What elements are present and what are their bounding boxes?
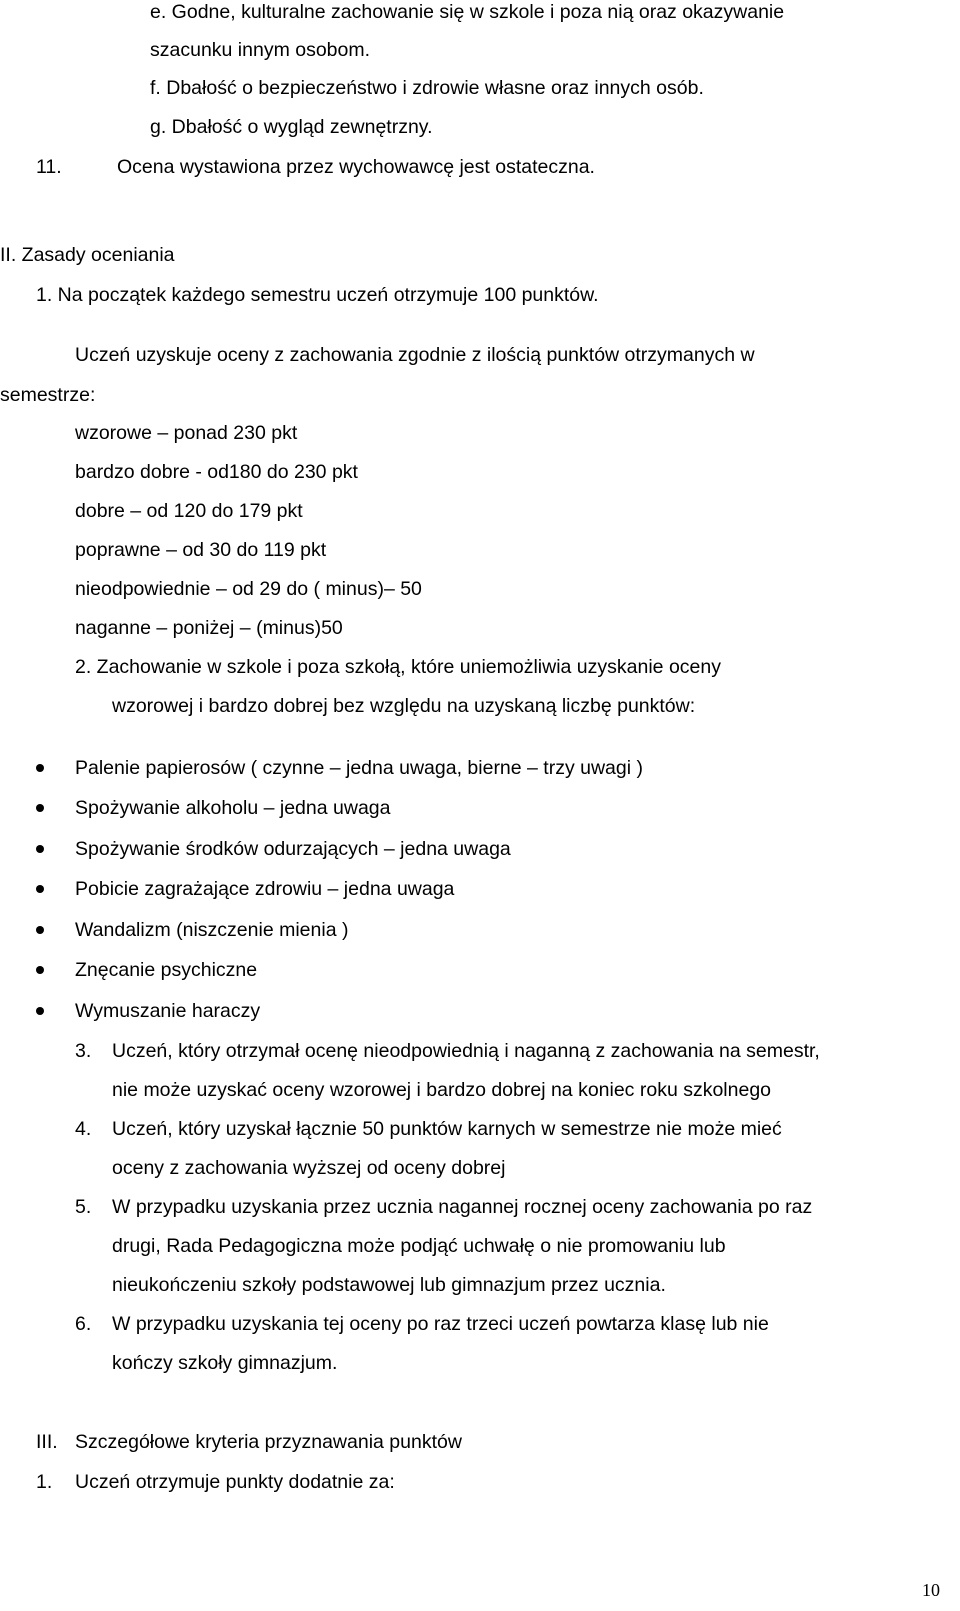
rule-text-line: nieukończeniu szkoły podstawowej lub gimnazjum przez ucznia.: [112, 1274, 666, 1296]
item-g: g. Dbałość o wygląd zewnętrzny.: [150, 116, 433, 138]
section-3-heading: Szczegółowe kryteria przyznawania punktów: [75, 1431, 462, 1453]
list-item: Wandalizm (niszczenie mienia ): [75, 919, 349, 941]
rule-number: 4.: [75, 1118, 92, 1140]
rule-text-line: nie może uzyskać oceny wzorowej i bardzo dobrej na koniec roku szkolnego: [112, 1079, 772, 1101]
grade-threshold: dobre – od 120 do 179 pkt: [75, 500, 303, 522]
bullet-dot-icon: [36, 804, 44, 812]
list-item: Znęcanie psychiczne: [75, 959, 258, 981]
section-2-item-2-line1: 2. Zachowanie w szkole i poza szkołą, które uniemożliwia uzyskanie oceny: [75, 656, 721, 678]
section-3-item-1-text: Uczeń otrzymuje punkty dodatnie za:: [75, 1471, 395, 1493]
item-e-line2: szacunku innym osobom.: [150, 39, 371, 61]
item-f: f. Dbałość o bezpieczeństwo i zdrowie własne oraz innych osób.: [150, 77, 704, 99]
bullet-dot-icon: [36, 845, 44, 853]
list-item: Spożywanie alkoholu – jedna uwaga: [75, 797, 391, 819]
rule-text-line: kończy szkoły gimnazjum.: [112, 1352, 338, 1374]
rule-text-line: drugi, Rada Pedagogiczna może podjąć uchwałę o nie promowaniu lub: [112, 1235, 726, 1257]
section-2-item-2-line2: wzorowej i bardzo dobrej bez względu na uzyskaną liczbę punktów:: [112, 695, 696, 717]
page-number: 10: [922, 1580, 940, 1600]
rule-number: 5.: [75, 1196, 92, 1218]
section-2-heading: II. Zasady oceniania: [0, 244, 175, 266]
section-2-item-1: 1. Na początek każdego semestru uczeń otrzymuje 100 punktów.: [36, 284, 599, 306]
list-item: Wymuszanie haraczy: [75, 1000, 261, 1022]
rule-text-line: W przypadku uzyskania przez ucznia nagannej rocznej oceny zachowania po raz: [112, 1196, 813, 1218]
item-11-number: 11.: [36, 156, 62, 178]
section-3-item-1-number: 1.: [36, 1471, 53, 1493]
grade-threshold: poprawne – od 30 do 119 pkt: [75, 539, 327, 561]
bullet-dot-icon: [36, 926, 44, 934]
list-item: Spożywanie środków odurzających – jedna uwaga: [75, 838, 511, 860]
list-item: Pobicie zagrażające zdrowiu – jedna uwaga: [75, 878, 455, 900]
grade-threshold: bardzo dobre - od180 do 230 pkt: [75, 461, 358, 483]
item-e-line1: e. Godne, kulturalne zachowanie się w szkole i poza nią oraz okazywanie: [150, 1, 785, 23]
grading-paragraph-line1: Uczeń uzyskuje oceny z zachowania zgodnie z ilością punktów otrzymanych w: [75, 344, 755, 366]
rule-number: 6.: [75, 1313, 92, 1335]
rule-text-line: W przypadku uzyskania tej oceny po raz trzeci uczeń powtarza klasę lub nie: [112, 1313, 769, 1335]
bullet-dot-icon: [36, 1007, 44, 1015]
list-item: Palenie papierosów ( czynne – jedna uwaga, bierne – trzy uwagi ): [75, 757, 643, 779]
grading-paragraph-line2: semestrze:: [0, 384, 96, 406]
item-11-text: Ocena wystawiona przez wychowawcę jest ostateczna.: [117, 156, 595, 178]
grade-threshold: nieodpowiednie – od 29 do ( minus)– 50: [75, 578, 422, 600]
bullet-dot-icon: [36, 764, 44, 772]
rule-number: 3.: [75, 1040, 92, 1062]
bullet-dot-icon: [36, 885, 44, 893]
bullet-dot-icon: [36, 966, 44, 974]
section-3-number: III.: [36, 1431, 58, 1453]
grade-threshold: wzorowe – ponad 230 pkt: [75, 422, 298, 444]
grade-threshold: naganne – poniżej – (minus)50: [75, 617, 343, 639]
rule-text-line: oceny z zachowania wyższej od oceny dobrej: [112, 1157, 506, 1179]
rule-text-line: Uczeń, który uzyskał łącznie 50 punktów karnych w semestrze nie może mieć: [112, 1118, 782, 1140]
rule-text-line: Uczeń, który otrzymał ocenę nieodpowiednią i naganną z zachowania na semestr,: [112, 1040, 820, 1062]
